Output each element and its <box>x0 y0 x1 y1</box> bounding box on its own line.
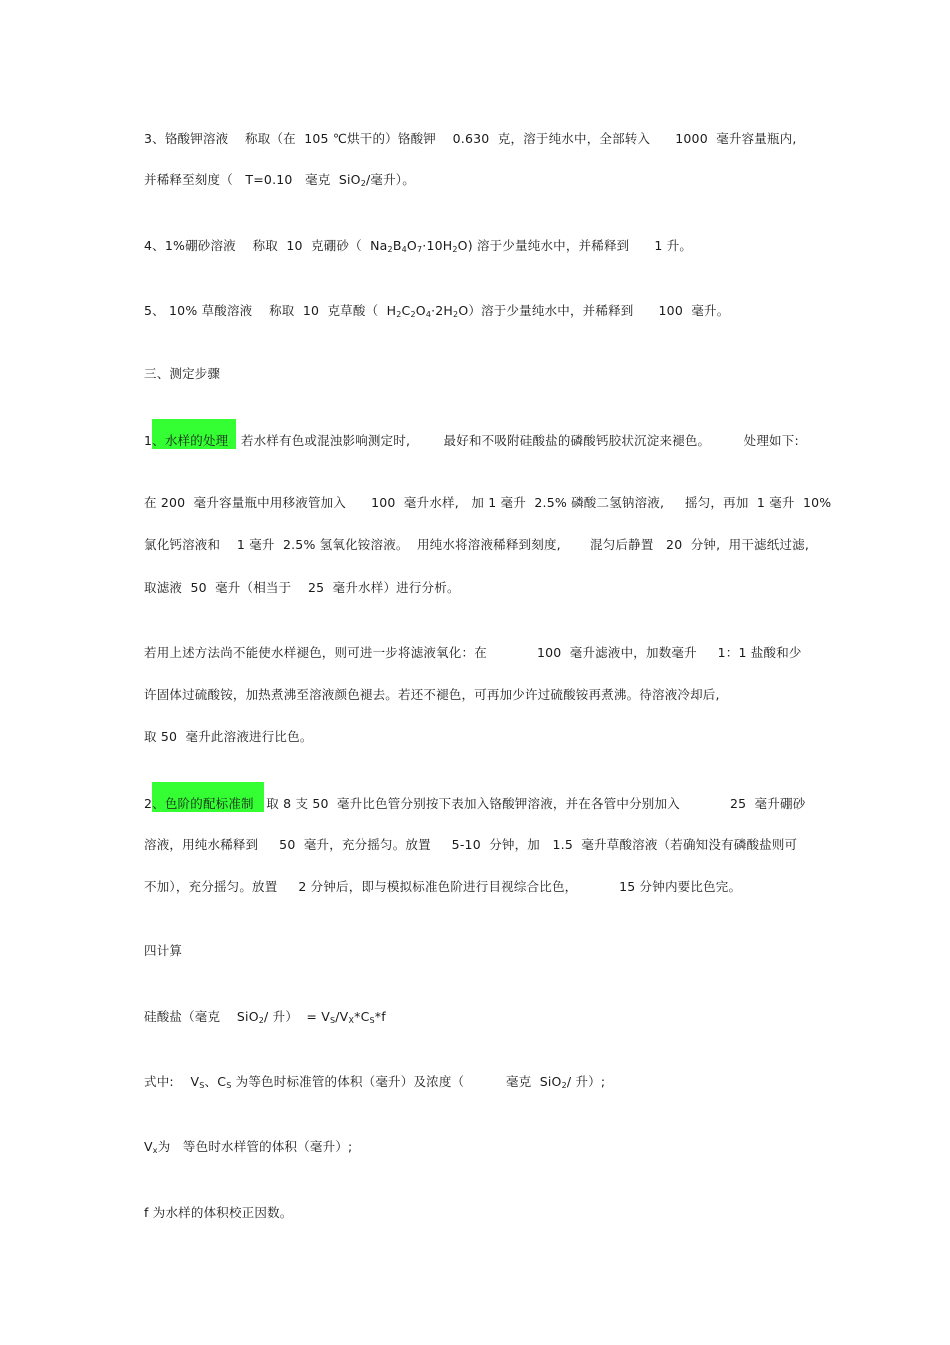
step1-line: 1、水样的处理 若水样有色或混浊影响测定时, 最好和不吸附硅酸盐的磷酸钙胶状沉淀来褪色。 处理如下: <box>144 433 799 448</box>
step2-line3: 不加），充分摇匀。放置 2 分钟后，即与模拟标准色阶进行目视综合比色， 15 分钟内要比色完。 <box>144 879 742 894</box>
item4-borax: 4、1%硼砂溶液 称取 10 克硼砂（ $Na_2B_4O_7\cdot 10H_2O$) 溶于少量纯水中，并稀释到 1 升。 <box>144 238 693 254</box>
where-line3: f 为水样的体积校正因数。 <box>144 1205 293 1220</box>
step2-line1: 2、色阶的配标准制 取 8 支 50 毫升比色管分别按下表加入铬酸钾溶液，并在各管中分别加入 25 毫升硼砂 <box>144 796 806 811</box>
item5-oxalic: 5、 10% 草酸溶液 称取 10 克草酸（ $H_2C_2O_4\cdot 2H_2O$）溶于少量纯水中，并稀释到 100 毫升。 <box>144 303 730 319</box>
formula: 硅酸盐（毫克 SiO$_2$/ 升） = $V_S/V_X*C_S*f$ <box>144 1009 386 1025</box>
section3-title: 三、测定步骤 <box>144 366 221 381</box>
item3-line2: 并稀释至刻度（ T=0.10 毫克 SiO$_2$/毫升）。 <box>144 172 415 188</box>
para1-line2: 氯化钙溶液和 1 毫升 2.5% 氢氧化铵溶液。 用纯水将溶液稀释到刻度, 混匀后静置 20 分钟, 用干滤纸过滤, <box>144 537 809 552</box>
item3-line1: 3、铬酸钾溶液 称取（在 105 ℃烘干的）铬酸钾 0.630 克，溶于纯水中，全部转入 1000 毫升容量瓶内, <box>144 131 797 146</box>
para2-line2: 许固体过硫酸铵，加热煮沸至溶液颜色褪去。若还不褪色，可再加少许过硫酸铵再煮沸。待溶液冷却后, <box>144 687 720 702</box>
step1-highlight-text: 水样的处理 <box>164 433 229 448</box>
step2-highlight-text: 色阶的配标准制 <box>164 796 254 811</box>
section4-title: 四计算 <box>144 943 183 958</box>
para1-line1: 在 200 毫升容量瓶中用移液管加入 100 毫升水样, 加 1 毫升 2.5% 磷酸二氢钠溶液, 摇匀，再加 1 毫升 10% <box>144 495 832 510</box>
where-line1: 式中: $V_S$、$C_S$ 为等色时标准管的体积（毫升）及浓度（ 毫克 SiO$_2$/ 升）; <box>144 1074 606 1090</box>
para1-line3: 取滤液 50 毫升（相当于 25 毫升水样）进行分析。 <box>144 580 460 595</box>
para2-line1: 若用上述方法尚不能使水样褪色，则可进一步将滤液氧化：在 100 毫升滤液中，加数毫升 1：1 盐酸和少 <box>144 645 802 660</box>
para2-line3: 取 50 毫升此溶液进行比色。 <box>144 729 313 744</box>
step2-line2: 溶液，用纯水稀释到 50 毫升，充分摇匀。放置 5-10 分钟，加 1.5 毫升草酸溶液（若确知没有磷酸盐则可 <box>144 837 798 852</box>
where-line2: $V_x$为 等色时水样管的体积（毫升）; <box>144 1139 353 1155</box>
